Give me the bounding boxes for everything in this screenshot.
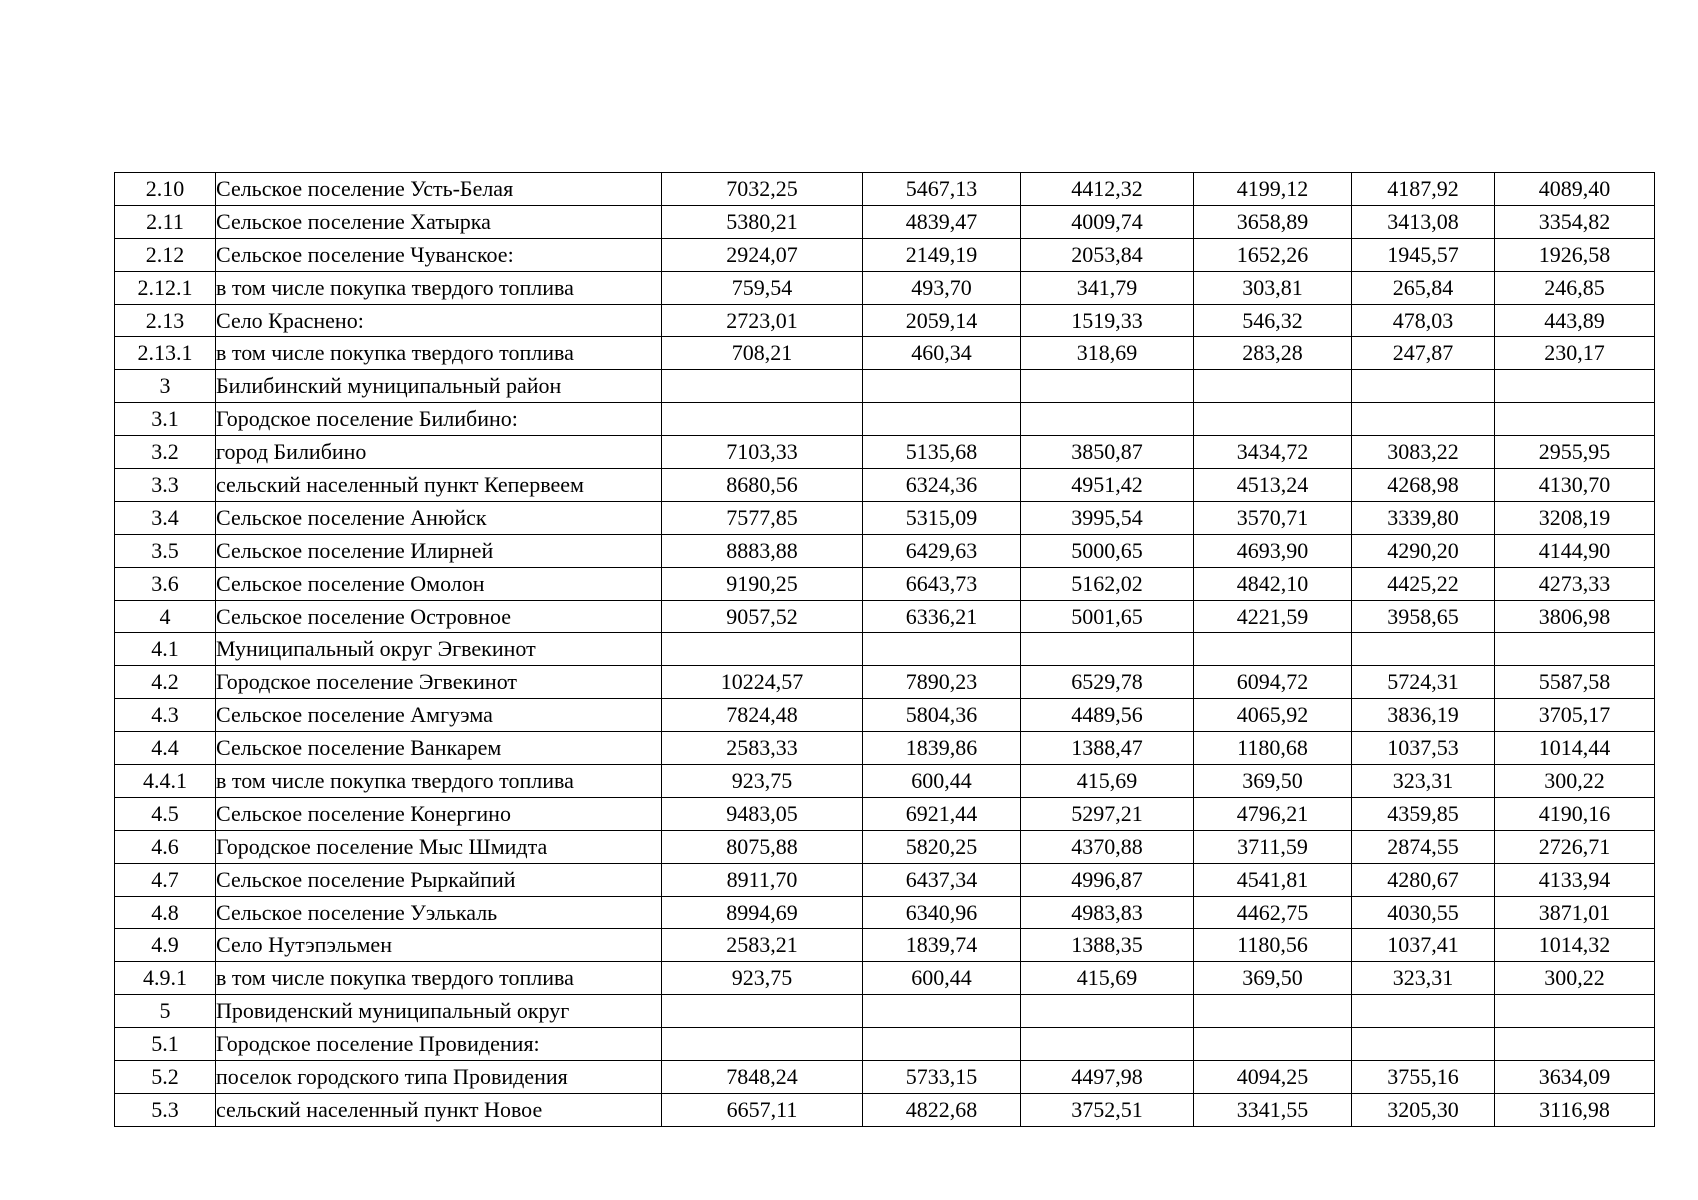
value-cell: 3871,01 bbox=[1495, 896, 1655, 929]
row-number: 4.2 bbox=[115, 666, 216, 699]
value-cell: 2149,19 bbox=[863, 238, 1021, 271]
table-row bbox=[115, 797, 1655, 830]
value-cell: 7890,23 bbox=[863, 666, 1021, 699]
value-cell: 4541,81 bbox=[1194, 863, 1352, 896]
value-cell: 4842,10 bbox=[1194, 567, 1352, 600]
value-cell: 8680,56 bbox=[662, 469, 863, 502]
settlement-name: Сельское поселение Конергино bbox=[216, 797, 662, 830]
value-cell: 5001,65 bbox=[1021, 600, 1194, 633]
value-cell: 3570,71 bbox=[1194, 501, 1352, 534]
row-number: 4.8 bbox=[115, 896, 216, 929]
row-number: 4.1 bbox=[115, 633, 216, 666]
value-cell: 2059,14 bbox=[863, 304, 1021, 337]
value-cell: 9190,25 bbox=[662, 567, 863, 600]
table-row bbox=[115, 534, 1655, 567]
value-cell: 4268,98 bbox=[1352, 469, 1495, 502]
row-number: 4.3 bbox=[115, 699, 216, 732]
table-row bbox=[115, 436, 1655, 469]
row-number: 2.11 bbox=[115, 205, 216, 238]
value-cell bbox=[1194, 995, 1352, 1028]
table-row bbox=[115, 1028, 1655, 1061]
value-cell: 4693,90 bbox=[1194, 534, 1352, 567]
value-cell bbox=[1495, 1028, 1655, 1061]
value-cell: 3116,98 bbox=[1495, 1093, 1655, 1126]
row-number: 5.3 bbox=[115, 1093, 216, 1126]
value-cell: 6429,63 bbox=[863, 534, 1021, 567]
settlement-name: Сельское поселение Островное bbox=[216, 600, 662, 633]
table-row bbox=[115, 732, 1655, 765]
value-cell: 303,81 bbox=[1194, 271, 1352, 304]
value-cell: 5820,25 bbox=[863, 830, 1021, 863]
value-cell: 369,50 bbox=[1194, 765, 1352, 798]
value-cell: 460,34 bbox=[863, 337, 1021, 370]
value-cell bbox=[1352, 633, 1495, 666]
value-cell: 2955,95 bbox=[1495, 436, 1655, 469]
value-cell: 600,44 bbox=[863, 962, 1021, 995]
value-cell: 318,69 bbox=[1021, 337, 1194, 370]
table-row bbox=[115, 830, 1655, 863]
row-number: 4.4 bbox=[115, 732, 216, 765]
table-row bbox=[115, 337, 1655, 370]
value-cell: 4030,55 bbox=[1352, 896, 1495, 929]
value-cell: 1839,74 bbox=[863, 929, 1021, 962]
value-cell: 6340,96 bbox=[863, 896, 1021, 929]
value-cell: 6336,21 bbox=[863, 600, 1021, 633]
settlement-name: Сельское поселение Уэлькаль bbox=[216, 896, 662, 929]
value-cell: 300,22 bbox=[1495, 962, 1655, 995]
table-row bbox=[115, 403, 1655, 436]
value-cell: 2726,71 bbox=[1495, 830, 1655, 863]
value-cell: 10224,57 bbox=[662, 666, 863, 699]
value-cell: 4221,59 bbox=[1194, 600, 1352, 633]
table-row bbox=[115, 370, 1655, 403]
value-cell: 3836,19 bbox=[1352, 699, 1495, 732]
value-cell: 4009,74 bbox=[1021, 205, 1194, 238]
value-cell: 7824,48 bbox=[662, 699, 863, 732]
value-cell: 4187,92 bbox=[1352, 173, 1495, 206]
value-cell bbox=[662, 403, 863, 436]
settlement-name: Городское поселение Билибино: bbox=[216, 403, 662, 436]
value-cell: 759,54 bbox=[662, 271, 863, 304]
value-cell: 3634,09 bbox=[1495, 1061, 1655, 1094]
value-cell: 3208,19 bbox=[1495, 501, 1655, 534]
value-cell: 1014,44 bbox=[1495, 732, 1655, 765]
table-row bbox=[115, 995, 1655, 1028]
value-cell: 5315,09 bbox=[863, 501, 1021, 534]
table-row bbox=[115, 205, 1655, 238]
row-number: 4.9 bbox=[115, 929, 216, 962]
value-cell: 6529,78 bbox=[1021, 666, 1194, 699]
value-cell: 1945,57 bbox=[1352, 238, 1495, 271]
value-cell bbox=[1352, 370, 1495, 403]
value-cell: 923,75 bbox=[662, 962, 863, 995]
value-cell: 415,69 bbox=[1021, 765, 1194, 798]
value-cell: 4130,70 bbox=[1495, 469, 1655, 502]
settlement-name: в том числе покупка твердого топлива bbox=[216, 962, 662, 995]
value-cell: 708,21 bbox=[662, 337, 863, 370]
value-cell: 8075,88 bbox=[662, 830, 863, 863]
row-number: 3.6 bbox=[115, 567, 216, 600]
value-cell: 6643,73 bbox=[863, 567, 1021, 600]
value-cell: 4089,40 bbox=[1495, 173, 1655, 206]
value-cell: 4462,75 bbox=[1194, 896, 1352, 929]
value-cell: 1388,35 bbox=[1021, 929, 1194, 962]
value-cell bbox=[662, 633, 863, 666]
value-cell: 6657,11 bbox=[662, 1093, 863, 1126]
value-cell: 1180,68 bbox=[1194, 732, 1352, 765]
value-cell: 7032,25 bbox=[662, 173, 863, 206]
value-cell: 6921,44 bbox=[863, 797, 1021, 830]
value-cell: 5467,13 bbox=[863, 173, 1021, 206]
value-cell: 4983,83 bbox=[1021, 896, 1194, 929]
value-cell: 283,28 bbox=[1194, 337, 1352, 370]
table-row bbox=[115, 962, 1655, 995]
value-cell: 3850,87 bbox=[1021, 436, 1194, 469]
settlement-name: в том числе покупка твердого топлива bbox=[216, 271, 662, 304]
settlement-name: Сельское поселение Ванкарем bbox=[216, 732, 662, 765]
value-cell: 5733,15 bbox=[863, 1061, 1021, 1094]
value-cell bbox=[662, 1028, 863, 1061]
value-cell: 1014,32 bbox=[1495, 929, 1655, 962]
value-cell: 3413,08 bbox=[1352, 205, 1495, 238]
value-cell: 4996,87 bbox=[1021, 863, 1194, 896]
value-cell: 8994,69 bbox=[662, 896, 863, 929]
row-number: 4.9.1 bbox=[115, 962, 216, 995]
value-cell: 2053,84 bbox=[1021, 238, 1194, 271]
value-cell: 2583,21 bbox=[662, 929, 863, 962]
value-cell: 443,89 bbox=[1495, 304, 1655, 337]
row-number: 2.13.1 bbox=[115, 337, 216, 370]
value-cell: 4513,24 bbox=[1194, 469, 1352, 502]
value-cell: 3752,51 bbox=[1021, 1093, 1194, 1126]
value-cell: 5135,68 bbox=[863, 436, 1021, 469]
value-cell: 7103,33 bbox=[662, 436, 863, 469]
value-cell: 5297,21 bbox=[1021, 797, 1194, 830]
value-cell: 4280,67 bbox=[1352, 863, 1495, 896]
value-cell: 4273,33 bbox=[1495, 567, 1655, 600]
value-cell: 7848,24 bbox=[662, 1061, 863, 1094]
settlement-name: Село Нутэпэльмен bbox=[216, 929, 662, 962]
value-cell: 3958,65 bbox=[1352, 600, 1495, 633]
value-cell bbox=[1495, 995, 1655, 1028]
value-cell: 4497,98 bbox=[1021, 1061, 1194, 1094]
row-number: 5 bbox=[115, 995, 216, 1028]
value-cell bbox=[863, 370, 1021, 403]
table-body bbox=[115, 173, 1655, 1127]
value-cell: 1652,26 bbox=[1194, 238, 1352, 271]
value-cell: 3341,55 bbox=[1194, 1093, 1352, 1126]
value-cell: 923,75 bbox=[662, 765, 863, 798]
row-number: 2.10 bbox=[115, 173, 216, 206]
value-cell: 1180,56 bbox=[1194, 929, 1352, 962]
value-cell bbox=[863, 403, 1021, 436]
table-row bbox=[115, 896, 1655, 929]
settlement-name: Сельское поселение Илирней bbox=[216, 534, 662, 567]
settlement-name: Сельское поселение Анюйск bbox=[216, 501, 662, 534]
row-number: 3.5 bbox=[115, 534, 216, 567]
settlement-name: Городское поселение Провидения: bbox=[216, 1028, 662, 1061]
value-cell: 4412,32 bbox=[1021, 173, 1194, 206]
value-cell: 4190,16 bbox=[1495, 797, 1655, 830]
row-number: 3.1 bbox=[115, 403, 216, 436]
value-cell: 4822,68 bbox=[863, 1093, 1021, 1126]
value-cell: 3354,82 bbox=[1495, 205, 1655, 238]
value-cell: 7577,85 bbox=[662, 501, 863, 534]
value-cell: 4133,94 bbox=[1495, 863, 1655, 896]
value-cell: 478,03 bbox=[1352, 304, 1495, 337]
value-cell: 493,70 bbox=[863, 271, 1021, 304]
row-number: 3.3 bbox=[115, 469, 216, 502]
value-cell bbox=[1194, 403, 1352, 436]
row-number: 3.4 bbox=[115, 501, 216, 534]
value-cell: 2874,55 bbox=[1352, 830, 1495, 863]
table-row bbox=[115, 600, 1655, 633]
value-cell bbox=[662, 995, 863, 1028]
value-cell: 4489,56 bbox=[1021, 699, 1194, 732]
tariff-table bbox=[114, 172, 1655, 1127]
table-row bbox=[115, 1061, 1655, 1094]
value-cell: 6437,34 bbox=[863, 863, 1021, 896]
value-cell bbox=[1021, 995, 1194, 1028]
value-cell: 4199,12 bbox=[1194, 173, 1352, 206]
settlement-name: Сельское поселение Усть-Белая bbox=[216, 173, 662, 206]
value-cell: 1926,58 bbox=[1495, 238, 1655, 271]
table-row bbox=[115, 567, 1655, 600]
value-cell: 3339,80 bbox=[1352, 501, 1495, 534]
row-number: 5.1 bbox=[115, 1028, 216, 1061]
table-row bbox=[115, 863, 1655, 896]
value-cell: 4370,88 bbox=[1021, 830, 1194, 863]
value-cell: 3205,30 bbox=[1352, 1093, 1495, 1126]
value-cell: 415,69 bbox=[1021, 962, 1194, 995]
value-cell: 2583,33 bbox=[662, 732, 863, 765]
value-cell: 300,22 bbox=[1495, 765, 1655, 798]
table-row bbox=[115, 501, 1655, 534]
value-cell: 3995,54 bbox=[1021, 501, 1194, 534]
value-cell: 4065,92 bbox=[1194, 699, 1352, 732]
row-number: 3.2 bbox=[115, 436, 216, 469]
settlement-name: в том числе покупка твердого топлива bbox=[216, 765, 662, 798]
value-cell bbox=[1352, 995, 1495, 1028]
value-cell: 246,85 bbox=[1495, 271, 1655, 304]
value-cell: 8911,70 bbox=[662, 863, 863, 896]
value-cell bbox=[1352, 403, 1495, 436]
value-cell: 323,31 bbox=[1352, 962, 1495, 995]
row-number: 5.2 bbox=[115, 1061, 216, 1094]
value-cell: 6094,72 bbox=[1194, 666, 1352, 699]
value-cell: 1519,33 bbox=[1021, 304, 1194, 337]
value-cell: 5804,36 bbox=[863, 699, 1021, 732]
value-cell bbox=[1495, 370, 1655, 403]
row-number: 4 bbox=[115, 600, 216, 633]
value-cell bbox=[1495, 633, 1655, 666]
table-row bbox=[115, 929, 1655, 962]
settlement-name: Сельское поселение Амгуэма bbox=[216, 699, 662, 732]
value-cell bbox=[662, 370, 863, 403]
row-number: 4.7 bbox=[115, 863, 216, 896]
settlement-name: Сельское поселение Рыркайпий bbox=[216, 863, 662, 896]
value-cell: 4796,21 bbox=[1194, 797, 1352, 830]
value-cell: 2723,01 bbox=[662, 304, 863, 337]
table-row bbox=[115, 765, 1655, 798]
value-cell: 1388,47 bbox=[1021, 732, 1194, 765]
value-cell bbox=[863, 995, 1021, 1028]
value-cell: 5380,21 bbox=[662, 205, 863, 238]
value-cell: 4094,25 bbox=[1194, 1061, 1352, 1094]
value-cell: 6324,36 bbox=[863, 469, 1021, 502]
table-row bbox=[115, 699, 1655, 732]
table-row bbox=[115, 633, 1655, 666]
value-cell: 341,79 bbox=[1021, 271, 1194, 304]
value-cell: 5162,02 bbox=[1021, 567, 1194, 600]
table-row bbox=[115, 666, 1655, 699]
value-cell: 4951,42 bbox=[1021, 469, 1194, 502]
value-cell: 3711,59 bbox=[1194, 830, 1352, 863]
settlement-name: сельский населенный пункт Новое bbox=[216, 1093, 662, 1126]
value-cell: 323,31 bbox=[1352, 765, 1495, 798]
value-cell bbox=[1021, 403, 1194, 436]
value-cell: 4144,90 bbox=[1495, 534, 1655, 567]
settlement-name: Городское поселение Эгвекинот bbox=[216, 666, 662, 699]
value-cell: 2924,07 bbox=[662, 238, 863, 271]
value-cell bbox=[863, 1028, 1021, 1061]
value-cell: 1037,41 bbox=[1352, 929, 1495, 962]
value-cell: 8883,88 bbox=[662, 534, 863, 567]
value-cell: 4425,22 bbox=[1352, 567, 1495, 600]
settlement-name: Сельское поселение Хатырка bbox=[216, 205, 662, 238]
value-cell: 369,50 bbox=[1194, 962, 1352, 995]
value-cell: 600,44 bbox=[863, 765, 1021, 798]
table-row bbox=[115, 1093, 1655, 1126]
row-number: 4.4.1 bbox=[115, 765, 216, 798]
value-cell: 3434,72 bbox=[1194, 436, 1352, 469]
value-cell bbox=[1021, 1028, 1194, 1061]
value-cell: 5724,31 bbox=[1352, 666, 1495, 699]
row-number: 3 bbox=[115, 370, 216, 403]
settlement-name: Билибинский муниципальный район bbox=[216, 370, 662, 403]
value-cell bbox=[1495, 403, 1655, 436]
row-number: 4.5 bbox=[115, 797, 216, 830]
row-number: 2.12 bbox=[115, 238, 216, 271]
value-cell: 265,84 bbox=[1352, 271, 1495, 304]
settlement-name: поселок городского типа Провидения bbox=[216, 1061, 662, 1094]
value-cell bbox=[863, 633, 1021, 666]
value-cell: 3705,17 bbox=[1495, 699, 1655, 732]
settlement-name: Провиденский муниципальный округ bbox=[216, 995, 662, 1028]
table-row bbox=[115, 173, 1655, 206]
value-cell bbox=[1021, 370, 1194, 403]
row-number: 4.6 bbox=[115, 830, 216, 863]
value-cell: 4290,20 bbox=[1352, 534, 1495, 567]
value-cell bbox=[1194, 1028, 1352, 1061]
value-cell: 9057,52 bbox=[662, 600, 863, 633]
settlement-name: в том числе покупка твердого топлива bbox=[216, 337, 662, 370]
value-cell: 1037,53 bbox=[1352, 732, 1495, 765]
settlement-name: Городское поселение Мыс Шмидта bbox=[216, 830, 662, 863]
settlement-name: сельский населенный пункт Кепервеем bbox=[216, 469, 662, 502]
value-cell: 3806,98 bbox=[1495, 600, 1655, 633]
value-cell: 230,17 bbox=[1495, 337, 1655, 370]
value-cell bbox=[1194, 370, 1352, 403]
value-cell: 1839,86 bbox=[863, 732, 1021, 765]
settlement-name: Муниципальный округ Эгвекинот bbox=[216, 633, 662, 666]
value-cell: 4839,47 bbox=[863, 205, 1021, 238]
value-cell: 3083,22 bbox=[1352, 436, 1495, 469]
value-cell: 3658,89 bbox=[1194, 205, 1352, 238]
value-cell: 5000,65 bbox=[1021, 534, 1194, 567]
value-cell: 3755,16 bbox=[1352, 1061, 1495, 1094]
row-number: 2.13 bbox=[115, 304, 216, 337]
value-cell bbox=[1194, 633, 1352, 666]
value-cell: 247,87 bbox=[1352, 337, 1495, 370]
settlement-name: Сельское поселение Чуванское: bbox=[216, 238, 662, 271]
settlement-name: Сельское поселение Омолон bbox=[216, 567, 662, 600]
table-row bbox=[115, 469, 1655, 502]
value-cell: 5587,58 bbox=[1495, 666, 1655, 699]
settlement-name: город Билибино bbox=[216, 436, 662, 469]
table-row bbox=[115, 238, 1655, 271]
row-number: 2.12.1 bbox=[115, 271, 216, 304]
value-cell: 4359,85 bbox=[1352, 797, 1495, 830]
value-cell bbox=[1021, 633, 1194, 666]
value-cell bbox=[1352, 1028, 1495, 1061]
table-row bbox=[115, 271, 1655, 304]
value-cell: 546,32 bbox=[1194, 304, 1352, 337]
table-row bbox=[115, 304, 1655, 337]
settlement-name: Село Краснено: bbox=[216, 304, 662, 337]
value-cell: 9483,05 bbox=[662, 797, 863, 830]
